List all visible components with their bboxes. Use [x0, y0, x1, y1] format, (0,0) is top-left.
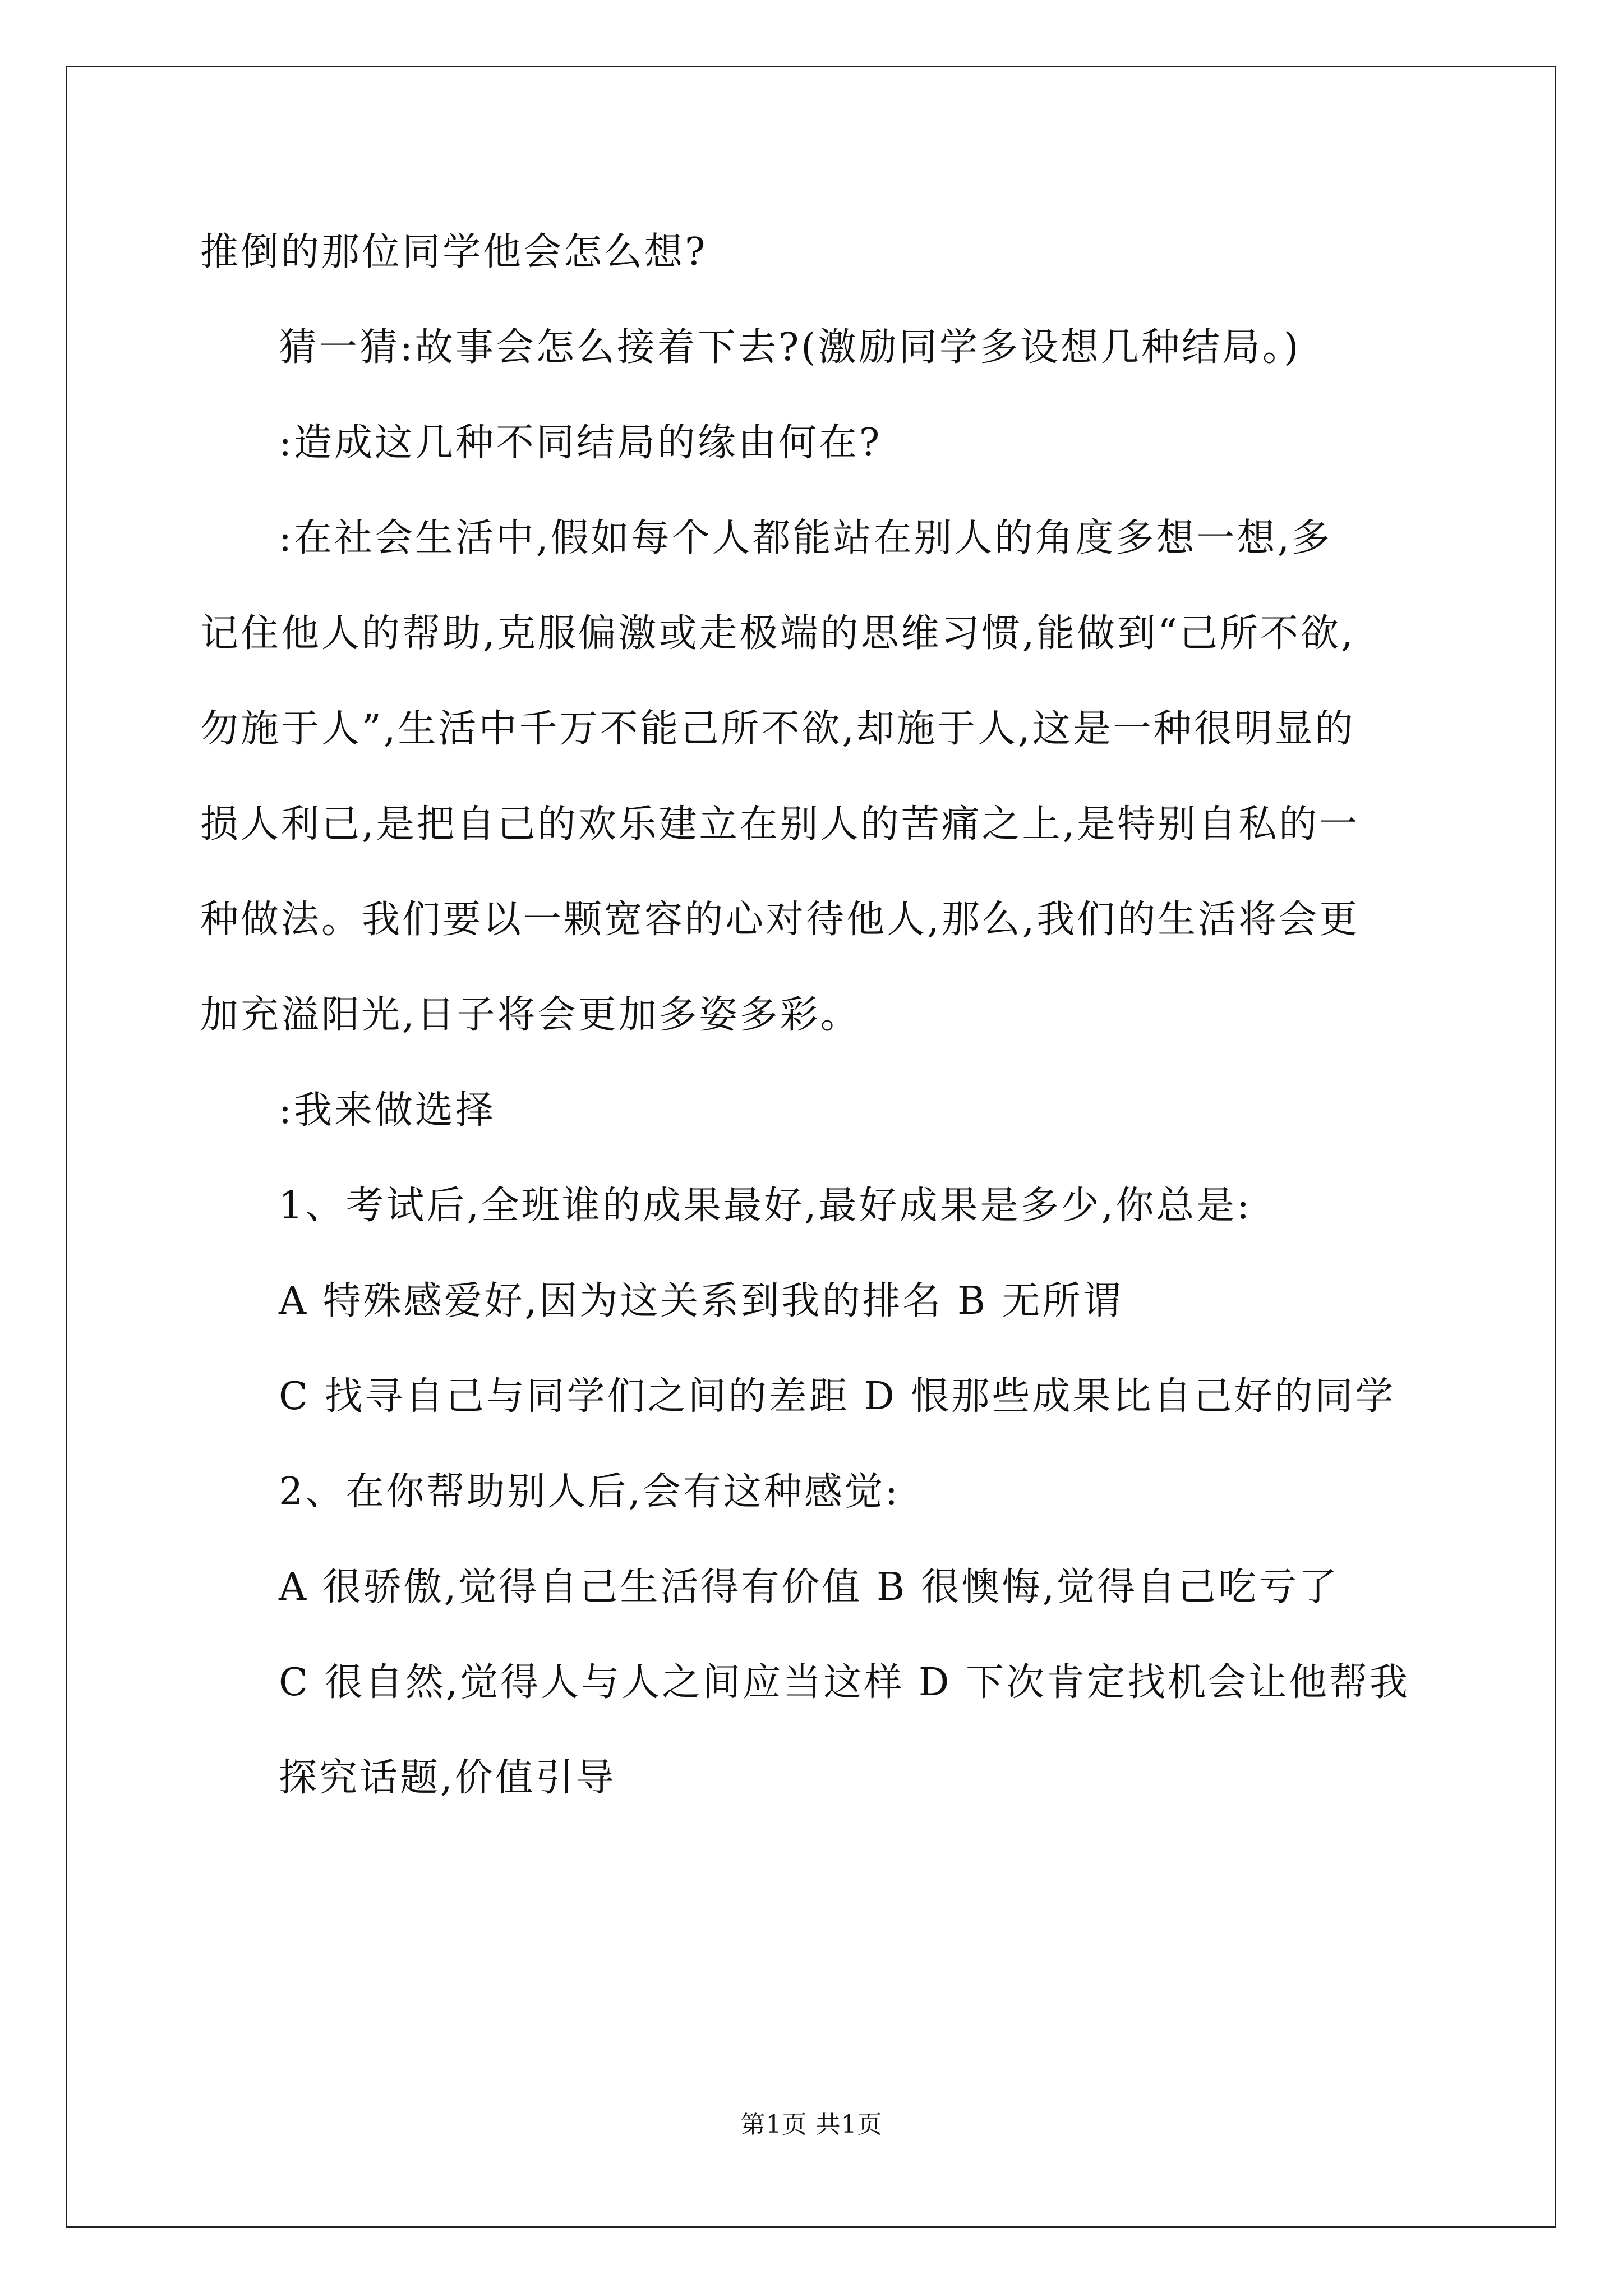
text-line-14: 2、在你帮助别人后,会有这种感觉: — [279, 1470, 900, 1514]
text-line-1: 推倒的那位同学他会怎么想? — [200, 230, 708, 274]
text-line-12: A 特殊感爱好,因为这关系到我的排名 B 无所谓 — [279, 1279, 1123, 1323]
text-line-11: 1、考试后,全班谁的成果最好,最好成果是多少,你总是: — [279, 1184, 1252, 1228]
text-line-2: 猜一猜:故事会怎么接着下去?(激励同学多设想几种结局。) — [279, 325, 1301, 370]
text-line-16: C 很自然,觉得人与人之间应当这样 D 下次肯定找机会让他帮我 — [279, 1660, 1410, 1705]
text-line-4: :在社会生活中,假如每个人都能站在别人的角度多想一想,多 — [279, 516, 1332, 560]
text-line-7: 损人利己,是把自己的欢乐建立在别人的苦痛之上,是特别自私的一 — [200, 802, 1360, 846]
text-line-15: A 很骄傲,觉得自己生活得有价值 B 很懊悔,觉得自己吃亏了 — [279, 1565, 1340, 1609]
text-line-10: :我来做选择 — [279, 1088, 496, 1133]
page-footer: 第1页 共1页 — [740, 2110, 883, 2139]
text-line-17: 探究话题,价值引导 — [279, 1756, 616, 1800]
text-line-5: 记住他人的帮助,克服偏激或走极端的思维习惯,能做到“己所不欲, — [200, 611, 1355, 656]
text-line-3: :造成这几种不同结局的缘由何在? — [279, 421, 882, 465]
text-line-6: 勿施于人”,生活中千万不能己所不欲,却施于人,这是一种很明显的 — [200, 707, 1355, 751]
text-line-13: C 找寻自己与同学们之间的差距 D 恨那些成果比自己好的同学 — [279, 1374, 1396, 1419]
text-line-8: 种做法。我们要以一颗宽容的心对待他人,那么,我们的生活将会更 — [200, 898, 1360, 942]
page-border — [66, 66, 1556, 2228]
text-line-9: 加充溢阳光,日子将会更加多姿多彩。 — [200, 993, 861, 1037]
